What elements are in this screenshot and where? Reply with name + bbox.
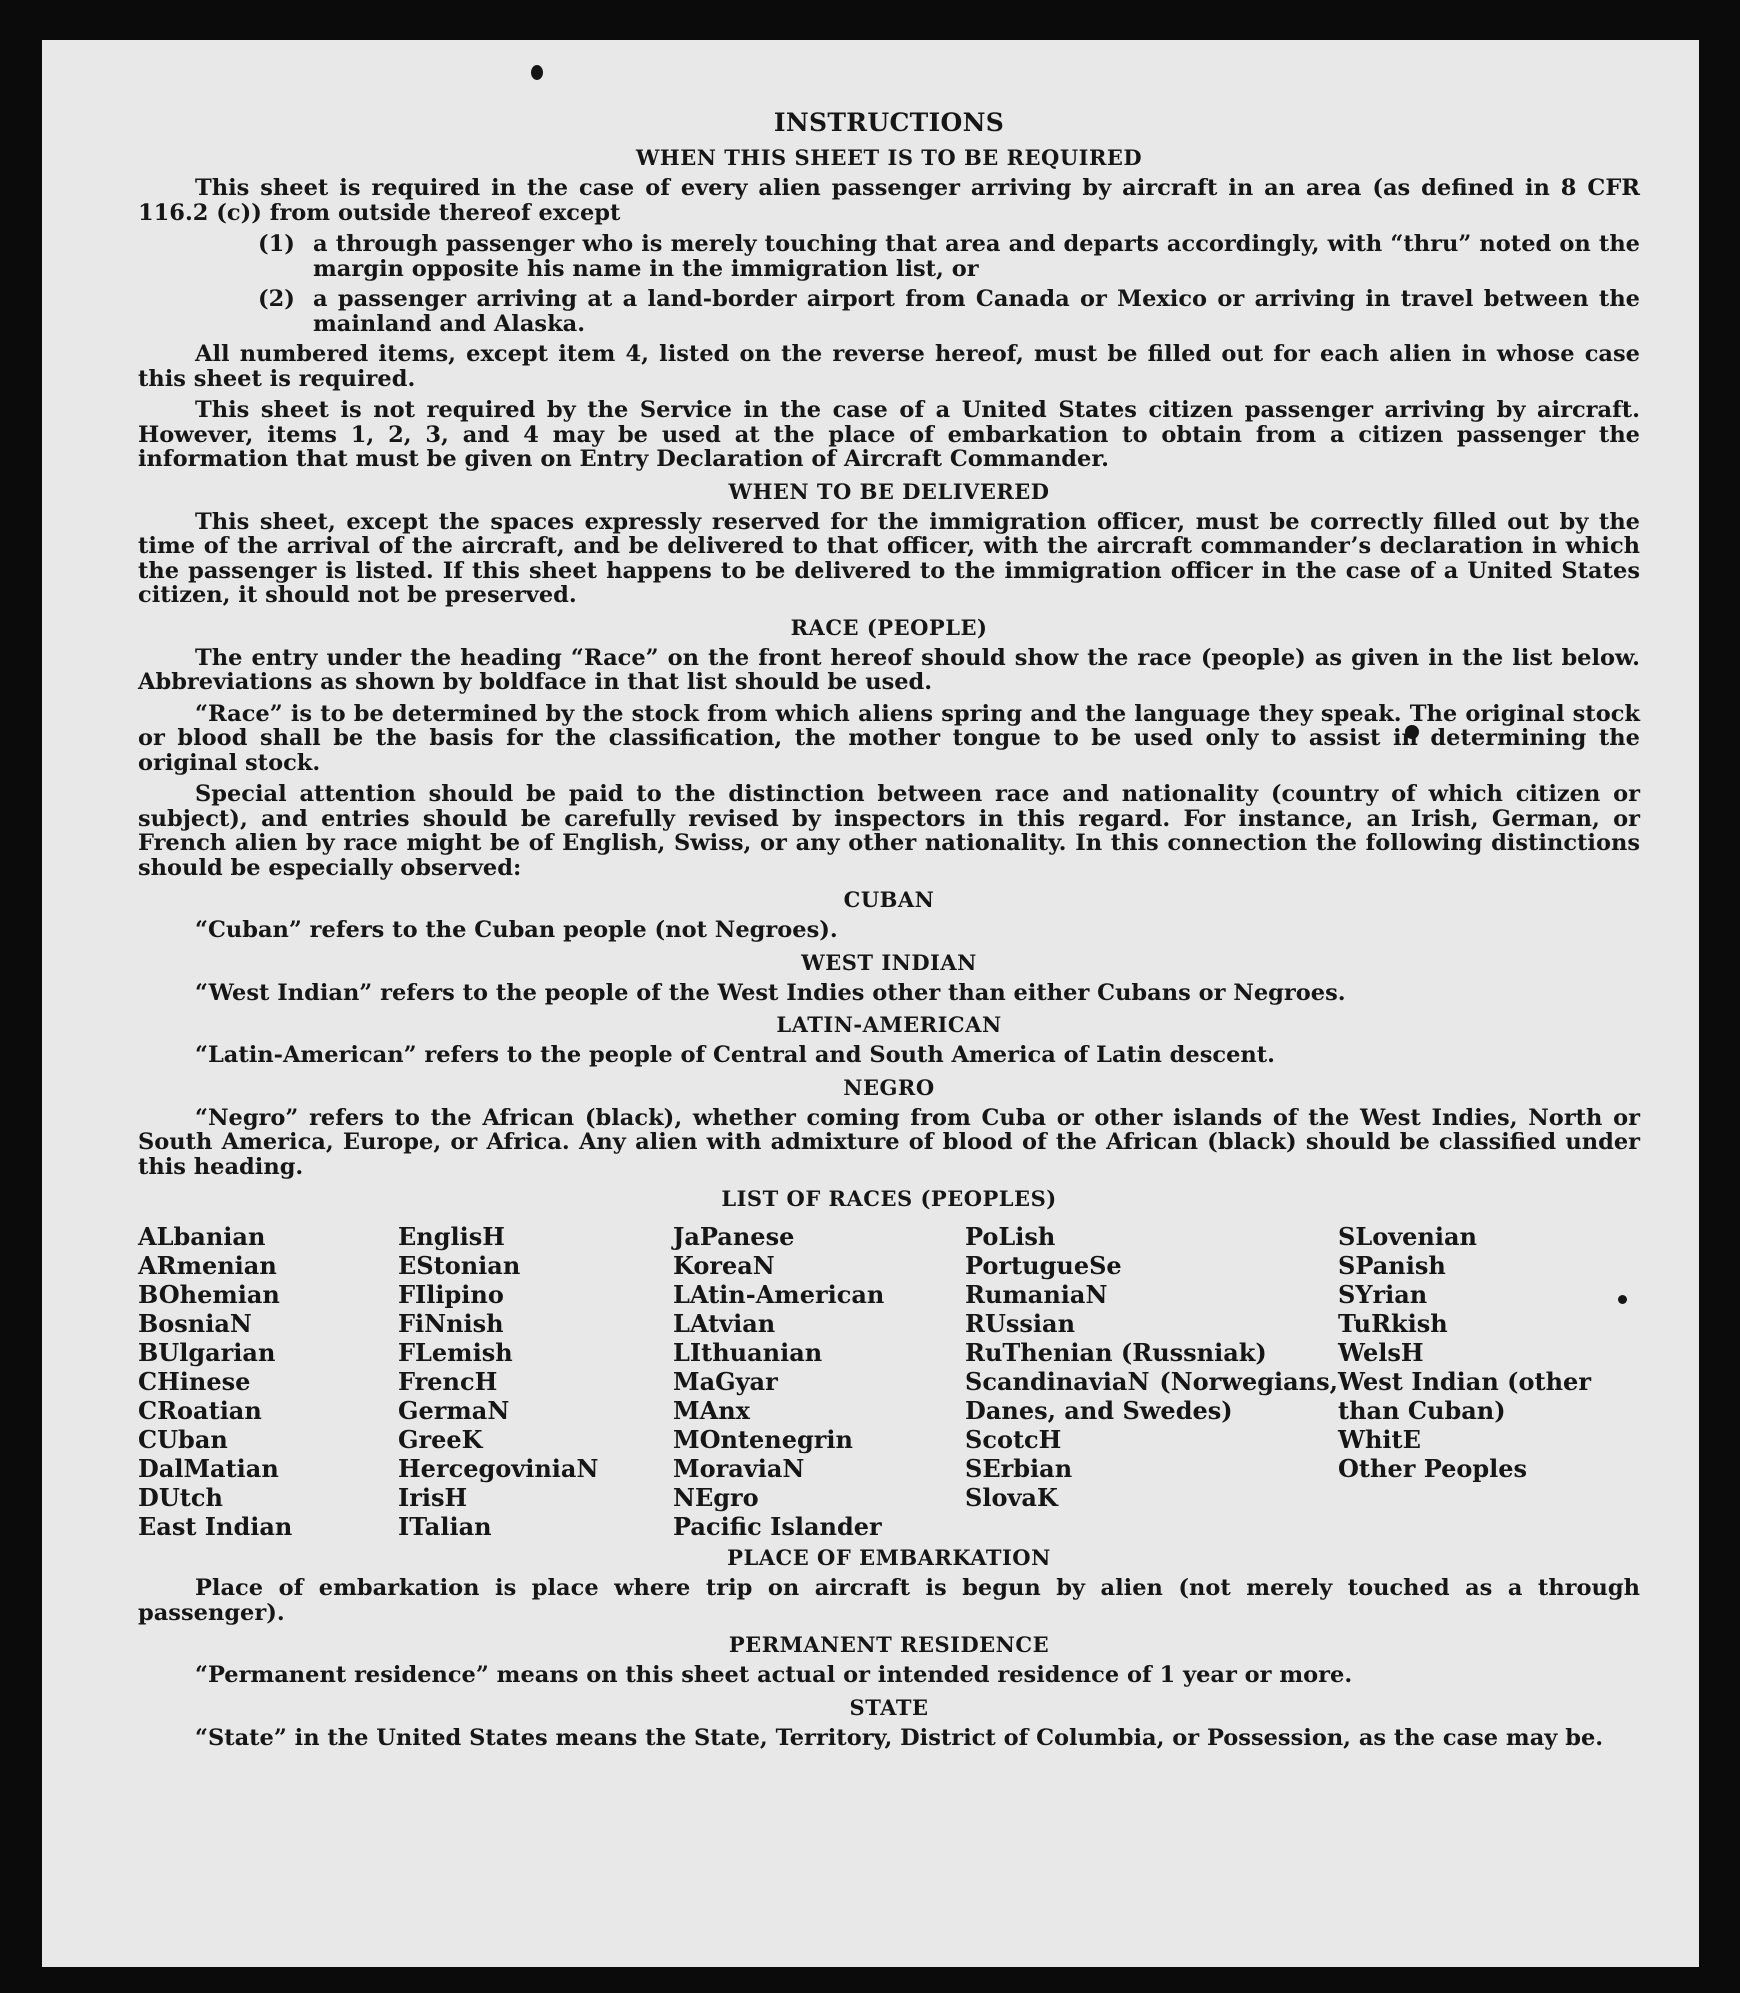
race-entry: CUban <box>138 1425 228 1454</box>
races-column-1 <box>138 1222 398 1541</box>
item-text: a passenger arriving at a land-border airport from Canada or Mexico or arriving in travel between the mainland and Alaska. <box>313 286 1640 337</box>
item-text: a through passenger who is merely touching that area and departs accordingly, with “thru” noted on the margin opposite his name in the immigration list, or <box>313 231 1640 282</box>
race-entry: MaGyar <box>673 1367 778 1396</box>
races-column-5 <box>1338 1222 1640 1541</box>
race-entry: ALbanian <box>138 1222 266 1251</box>
race-entry: BosniaN <box>138 1309 252 1338</box>
race-entry: CHinese <box>138 1367 251 1396</box>
latin-american-text: “Latin-American” refers to the people of Central and South America of Latin descent. <box>195 1042 1275 1068</box>
race-entry: SlovaK <box>965 1483 1058 1512</box>
race-entry: PortugueSe <box>965 1251 1122 1280</box>
heading-negro: NEGRO <box>843 1074 935 1100</box>
race-entry: EnglisH <box>398 1222 505 1251</box>
race-entry: SLovenian <box>1338 1222 1477 1251</box>
required-intro: This sheet is required in the case of every alien passenger arriving by aircraft in an area (as defined in 8 CFR 116.2 (c)) from outside thereof except <box>138 175 1640 226</box>
race-entry: FiNnish <box>398 1309 504 1338</box>
race-entry: WelsH <box>1338 1338 1424 1367</box>
list-item <box>138 287 1640 336</box>
heading-state: STATE <box>849 1694 929 1720</box>
heading-embarkation: PLACE OF EMBARKATION <box>727 1545 1051 1570</box>
document-page <box>42 40 1699 1967</box>
punch-mark <box>531 65 543 80</box>
race-entry: East Indian <box>138 1512 293 1541</box>
race-entry: SPanish <box>1338 1251 1446 1280</box>
document-content <box>138 108 1640 1757</box>
race-entry: FLemish <box>398 1338 513 1367</box>
heading-west-indian: WEST INDIAN <box>801 949 977 975</box>
race-entry: LAtin-American <box>673 1280 885 1309</box>
heading-required: WHEN THIS SHEET IS TO BE REQUIRED <box>635 145 1143 170</box>
race-para3: Special attention should be paid to the distinction between race and nationality (country of which citizen or subject), and entries should be carefully revised by inspectors in this regard. For instance, an Irish, German, or French alien by race might be of English, Swiss, or any other nationality. In this connection the following distinctions should be especially observed: <box>138 781 1640 881</box>
race-entry: ARmenian <box>138 1251 277 1280</box>
race-entry: BOhemian <box>138 1280 280 1309</box>
state-text: “State” in the United States means the State, Territory, District of Columbia, or Possession, as the case may be. <box>195 1724 1604 1751</box>
list-item <box>138 232 1640 281</box>
races-column-4 <box>965 1222 1338 1541</box>
embarkation-text: Place of embarkation is place where trip on aircraft is begun by alien (not merely touched as a through passenger). <box>138 1575 1640 1626</box>
race-para2: “Race” is to be determined by the stock from which aliens spring and the language they speak. The original stock or blood shall be the basis for the classification, the mother tongue to be used only to assist in determining the original stock. <box>138 700 1640 776</box>
race-entry: Other Peoples <box>1338 1454 1528 1483</box>
race-entry: JaPanese <box>673 1222 795 1251</box>
race-entry: ITalian <box>398 1512 492 1541</box>
heading-cuban: CUBAN <box>843 887 935 912</box>
race-entry: West Indian (other than Cuban) <box>1338 1367 1591 1425</box>
race-entry: FIlipino <box>398 1280 504 1309</box>
race-entry: DalMatian <box>138 1454 279 1483</box>
race-entry: FrencH <box>398 1367 498 1396</box>
heading-race: RACE (PEOPLE) <box>790 614 988 640</box>
race-entry: CRoatian <box>138 1396 262 1425</box>
race-entry: LIthuanian <box>673 1338 823 1367</box>
required-para3: This sheet is not required by the Service in the case of a United States citizen passenger arriving by aircraft. However, items 1, 2, 3, and 4 may be used at the place of embarkation to obtain from a citizen passenger the information that must be given on Entry Declaration of Aircraft Commander. <box>138 397 1640 472</box>
races-column-3 <box>673 1222 965 1541</box>
race-entry: NEgro <box>673 1483 759 1512</box>
race-entry: ScandinaviaN (Norwegians, Danes, and Swedes) <box>965 1367 1338 1425</box>
heading-delivered: WHEN TO BE DELIVERED <box>728 478 1050 504</box>
negro-text: “Negro” refers to the African (black), whether coming from Cuba or other islands of the West Indies, North or South America, Europe, or Africa. Any alien with admixture of blood of the African (black) should be classified under this heading. <box>138 1104 1640 1180</box>
residence-text: “Permanent residence” means on this sheet actual or intended residence of 1 year or more. <box>195 1662 1353 1688</box>
west-indian-text: “West Indian” refers to the people of the West Indies other than either Cubans or Negroes. <box>195 979 1346 1006</box>
heading-list-of-races: LIST OF RACES (PEOPLES) <box>721 1186 1057 1211</box>
cuban-text: “Cuban” refers to the Cuban people (not Negroes). <box>195 917 838 943</box>
race-entry: Pacific Islander <box>673 1512 882 1541</box>
race-entry: PoLish <box>965 1222 1056 1251</box>
race-entry: WhitE <box>1338 1425 1421 1454</box>
delivered-text: This sheet, except the spaces expressly reserved for the immigration officer, must be correctly filled out by the time of the arrival of the aircraft, and be delivered to that officer, with the aircraft commander’s declaration in which the passenger is listed. If this sheet happens to be delivered to the immigration officer in the case of a United States citizen, it should not be preserved. <box>138 508 1640 608</box>
race-entry: ScotcH <box>965 1425 1062 1454</box>
race-entry: IrisH <box>398 1483 468 1512</box>
heading-residence: PERMANENT RESIDENCE <box>728 1632 1050 1657</box>
race-entry: MOntenegrin <box>673 1425 853 1454</box>
item-number: (2) <box>258 286 295 312</box>
race-entry: KoreaN <box>673 1251 775 1280</box>
race-entry: RumaniaN <box>965 1280 1108 1309</box>
race-entry: DUtch <box>138 1483 223 1512</box>
race-entry: SYrian <box>1338 1280 1428 1309</box>
race-entry: TuRkish <box>1338 1309 1448 1338</box>
race-entry: GreeK <box>398 1425 483 1454</box>
page-title: INSTRUCTIONS <box>773 108 1005 137</box>
heading-latin-american: LATIN-AMERICAN <box>776 1012 1002 1037</box>
race-entry: HercegoviniaN <box>398 1454 599 1483</box>
required-para2: All numbered items, except item 4, listed on the reverse hereof, must be filled out for each alien in whose case this sheet is required. <box>138 341 1640 392</box>
races-column-2 <box>398 1222 673 1541</box>
race-entry: BUlgarian <box>138 1338 276 1367</box>
races-table <box>138 1222 1640 1541</box>
race-entry: RUssian <box>965 1309 1076 1338</box>
race-para1: The entry under the heading “Race” on the front hereof should show the race (people) as given in the list below. Abbreviations as shown by boldface in that list should be used. <box>138 644 1640 695</box>
item-number: (1) <box>258 231 295 257</box>
race-entry: LAtvian <box>673 1309 776 1338</box>
race-entry: GermaN <box>398 1396 510 1425</box>
race-entry: MoraviaN <box>673 1454 805 1483</box>
race-entry: MAnx <box>673 1396 750 1425</box>
race-entry: EStonian <box>398 1251 521 1280</box>
race-entry: SErbian <box>965 1454 1073 1483</box>
race-entry: RuThenian (Russniak) <box>965 1338 1267 1367</box>
